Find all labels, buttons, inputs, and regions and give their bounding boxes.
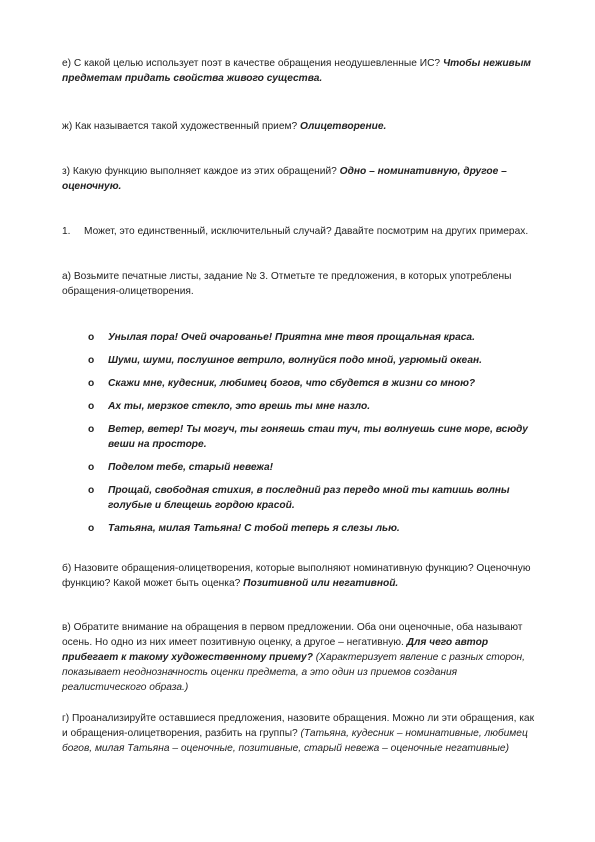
question-v-note: (Характеризует явление с разных сторон, показывает неоднозначность оценки предмета, а это один из приемов создания реалистического образа.) bbox=[62, 652, 525, 693]
question-g bbox=[62, 711, 542, 756]
bullet-icon: o bbox=[88, 378, 95, 389]
list-item bbox=[88, 422, 548, 452]
question-z-text: з) Какую функцию выполняет каждое из этих обращений? bbox=[62, 166, 340, 177]
question-e bbox=[62, 56, 542, 86]
bullet-icon: o bbox=[88, 355, 95, 366]
task-a-text: а) Возьмите печатные листы, задание № 3. Отметьте те предложения, в которых употреблены обращения-олицетворения. bbox=[62, 271, 512, 297]
numbered-item-text: Может, это единственный, исключительный случай? Давайте посмотрим на других примерах. bbox=[84, 226, 529, 237]
list-item bbox=[88, 460, 548, 475]
numbered-item-number: 1. bbox=[62, 226, 71, 237]
bullet-icon: o bbox=[88, 485, 95, 496]
bullet-icon: o bbox=[88, 523, 95, 534]
question-v bbox=[62, 620, 542, 695]
bullet-icon: o bbox=[88, 424, 95, 435]
question-b bbox=[62, 561, 542, 591]
list-item-text: Скажи мне, кудесник, любимец богов, что сбудется в жизни со мною? bbox=[108, 378, 476, 389]
question-z-answer: Одно – номинативную, другое – оценочную. bbox=[62, 166, 507, 192]
question-g-note: (Татьяна, кудесник – номинативные, любимец богов, милая Татьяна – оценочные, позитивные, старый невежа – оценочные негативные) bbox=[62, 728, 528, 754]
question-v-question: Для чего автор прибегает к такому художественному приему? bbox=[62, 637, 489, 663]
numbered-item bbox=[62, 224, 542, 239]
question-e-text: е) С какой целью использует поэт в качестве обращения неодушевленные ИС? bbox=[62, 58, 443, 69]
list-item-text: Унылая пора! Очей очарованье! Приятна мне твоя прощальная краса. bbox=[108, 332, 475, 343]
question-zh-answer: Олицетворение. bbox=[300, 121, 387, 132]
list-item-text: Ветер, ветер! Ты могуч, ты гоняешь стаи туч, ты волнуешь сине море, всюду веши на просторе. bbox=[108, 424, 528, 450]
list-item-text: Татьяна, милая Татьяна! С тобой теперь я слезы лью. bbox=[108, 523, 400, 534]
list-item bbox=[88, 521, 548, 536]
question-zh-text: ж) Как называется такой художественный прием? bbox=[62, 121, 301, 132]
question-b-text: б) Назовите обращения-олицетворения, которые выполняют номинативную функцию? Оценочную функцию? Какой может быть оценка? bbox=[62, 563, 531, 589]
list-item bbox=[88, 483, 548, 513]
list-item bbox=[88, 330, 548, 345]
bullet-icon: o bbox=[88, 401, 95, 412]
question-b-answer: Позитивной или негативной. bbox=[243, 578, 399, 589]
question-z bbox=[62, 164, 542, 194]
list-item-text: Поделом тебе, старый невежа! bbox=[108, 462, 274, 473]
list-item-text: Ах ты, мерзкое стекло, это врешь ты мне назло. bbox=[108, 401, 371, 412]
list-item bbox=[88, 399, 548, 414]
list-item-text: Прощай, свободная стихия, в последний раз передо мной ты катишь волны голубые и блещешь гордою красой. bbox=[108, 485, 510, 511]
question-g-text: г) Проанализируйте оставшиеся предложения, назовите обращения. Можно ли эти обращения, как и обращения-олицетворения, разбить на группы? bbox=[62, 713, 535, 739]
question-zh bbox=[62, 119, 542, 134]
bullet-icon: o bbox=[88, 462, 95, 473]
question-e-answer: Чтобы неживым предметам придать свойства живого существа. bbox=[62, 58, 531, 84]
bullet-icon: o bbox=[88, 332, 95, 343]
task-a bbox=[62, 269, 542, 299]
question-v-text: в) Обратите внимание на обращения в первом предложении. Оба они оценочные, оба называют осень. Но одно из них имеет позитивную оценку, а другое – негативную. bbox=[62, 622, 523, 648]
list-item bbox=[88, 376, 548, 391]
list-item bbox=[88, 353, 548, 368]
sentence-list bbox=[88, 330, 548, 544]
list-item-text: Шуми, шуми, послушное ветрило, волнуйся подо мной, угрюмый океан. bbox=[108, 355, 482, 366]
